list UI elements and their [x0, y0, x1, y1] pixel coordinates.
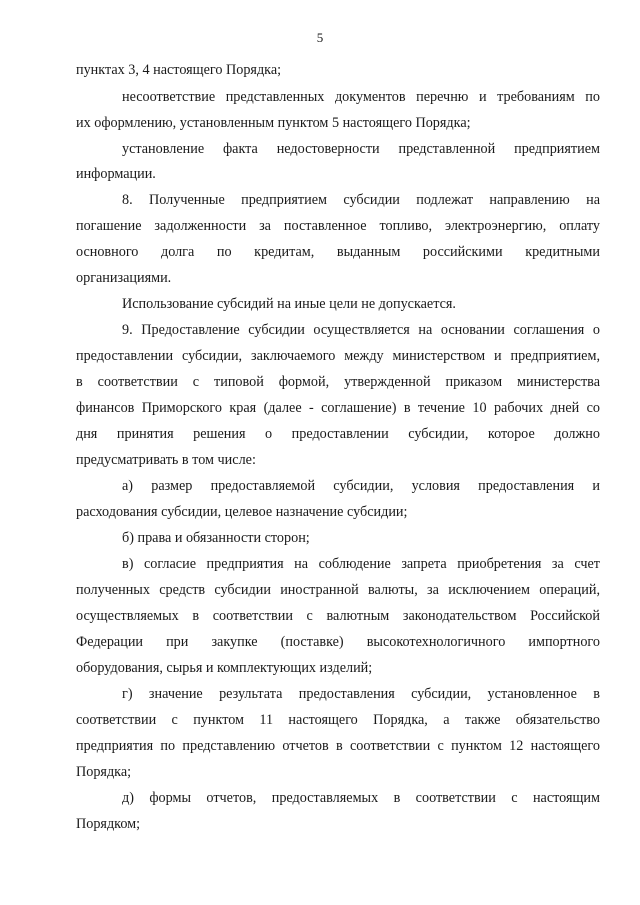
text-line: несоответствие представленных документов перечню и требованиям по: [122, 89, 600, 105]
text-line: в соответствии с типовой формой, утвержденной приказом министерства: [76, 374, 600, 390]
text-line: предоставлении субсидии, заключаемого между министерством и предприятием,: [76, 348, 600, 364]
text-line: д) формы отчетов, предоставляемых в соответствии с настоящим: [122, 790, 600, 806]
text-line: а) размер предоставляемой субсидии, условия предоставления и: [122, 478, 600, 494]
text-line: Порядка;: [76, 764, 132, 780]
page-number: 5: [316, 30, 324, 45]
text-line: организациями.: [76, 270, 172, 286]
text-line: дня принятия решения о предоставлении субсидии, которое должно: [76, 426, 600, 442]
text-line: их оформлению, установленным пунктом 5 настоящего Порядка;: [76, 115, 471, 131]
text-line: информации.: [76, 166, 156, 182]
text-line: установление факта недостоверности представленной предприятием: [122, 141, 600, 157]
text-line: погашение задолженности за поставленное топливо, электроэнергию, оплату: [76, 218, 600, 234]
text-line: предусматривать в том числе:: [76, 452, 256, 468]
text-line: 9. Предоставление субсидии осуществляется на основании соглашения о: [122, 322, 600, 338]
text-line: оборудования, сырья и комплектующих изделий;: [76, 660, 373, 676]
text-line: осуществляемых в соответствии с валютным законодательством Российской: [76, 608, 600, 624]
text-line: расходования субсидии, целевое назначение субсидии;: [76, 504, 408, 520]
text-line: б) права и обязанности сторон;: [122, 530, 310, 546]
text-line: финансов Приморского края (далее - соглашение) в течение 10 рабочих дней со: [76, 400, 600, 416]
text-line: предприятия по представлению отчетов в соответствии с пунктом 12 настоящего: [76, 738, 600, 754]
text-line: соответствии с пунктом 11 настоящего Порядка, а также обязательство: [76, 712, 600, 728]
text-line: основного долга по кредитам, выданным российскими кредитными: [76, 244, 600, 260]
text-line: г) значение результата предоставления субсидии, установленное в: [122, 686, 600, 702]
text-line: Федерации при закупке (поставке) высокотехнологичного импортного: [76, 634, 600, 650]
text-line: 8. Полученные предприятием субсидии подлежат направлению на: [122, 192, 600, 208]
text-line: пунктах 3, 4 настоящего Порядка;: [76, 62, 282, 78]
text-line: Порядком;: [76, 816, 141, 832]
text-line: Использование субсидий на иные цели не допускается.: [122, 296, 456, 312]
text-line: полученных средств субсидии иностранной валюты, за исключением операций,: [76, 582, 600, 598]
text-line: в) согласие предприятия на соблюдение запрета приобретения за счет: [122, 556, 600, 572]
